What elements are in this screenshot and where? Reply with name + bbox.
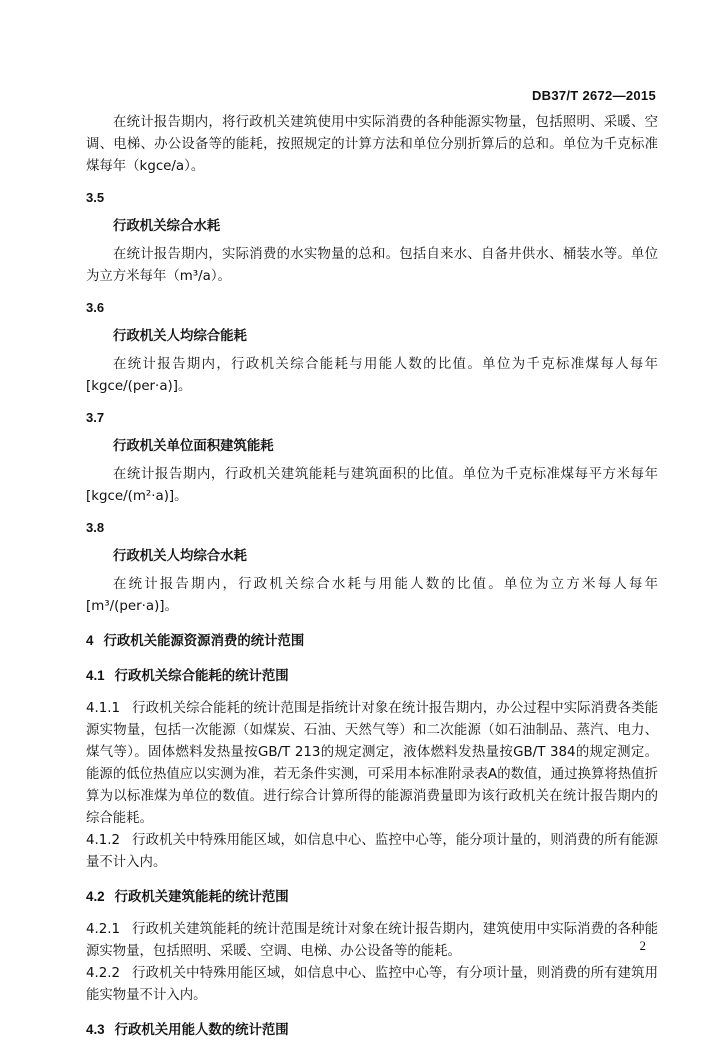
term-number: 3.5 bbox=[86, 190, 105, 205]
clause-text: 行政机关建筑能耗的统计范围是统计对象在统计报告期内，建筑使用中实际消费的各种能源实物量，包括照明、采暖、空调、电梯、办公设备等的能耗。 bbox=[86, 922, 658, 959]
document-code: DB37/T 2672—2015 bbox=[531, 88, 656, 103]
clause-text: 行政机关中特殊用能区域，如信息中心、监控中心等，能分项计量的，则消费的所有能源量不计入内。 bbox=[86, 833, 658, 870]
clause bbox=[86, 830, 658, 874]
paragraph: 在统计报告期内，行政机关综合能耗与用能人数的比值。单位为千克标准煤每人每年[kgce/(per·a)]。 bbox=[86, 357, 658, 394]
subsection-heading bbox=[86, 886, 658, 909]
section-title: 行政机关用能人数的统计范围 bbox=[114, 1023, 289, 1038]
paragraph: 在统计报告期内，行政机关建筑能耗与建筑面积的比值。单位为千克标准煤每平方米每年[kgce/(m²·a)]。 bbox=[86, 467, 658, 504]
term-number: 3.7 bbox=[86, 410, 105, 425]
clause-text: 行政机关综合能耗的统计范围是指统计对象在统计报告期内，办公过程中实际消费各类能源实物量，包括一次能源（如煤炭、石油、天然气等）和二次能源（如石油制品、蒸汽、电力、煤气等）。固体燃料发热量按GB/T 213的规定测定，液体燃料发热量按GB/T 384的规定测定。能源的低位热值应以实测为准，若无条件实测，可采用本标准附录表A的数值，通过换算将热值折算为以标准煤为单位的数值。进行综合计算所得的能源消费量即为该行政机关在统计报告期内的综合能耗。 bbox=[86, 701, 658, 826]
term-title: 行政机关综合水耗 bbox=[113, 219, 221, 234]
section-number: 4.3 bbox=[86, 1022, 105, 1037]
clause bbox=[86, 698, 658, 830]
document-body bbox=[86, 112, 658, 1042]
clause-number: 4.2.1 bbox=[86, 922, 121, 937]
section-number: 4.2 bbox=[86, 889, 105, 904]
section-number: 4.1 bbox=[86, 668, 105, 683]
section-title: 行政机关综合能耗的统计范围 bbox=[114, 669, 289, 684]
paragraph: 在统计报告期内，实际消费的水实物量的总和。包括自来水、自备井供水、桶装水等。单位为立方米每年（m³/a）。 bbox=[86, 247, 658, 284]
paragraph: 在统计报告期内，行政机关综合水耗与用能人数的比值。单位为立方米每人每年[m³/(per·a)]。 bbox=[86, 577, 658, 614]
term-title: 行政机关人均综合能耗 bbox=[113, 329, 247, 344]
paragraph: 在统计报告期内，将行政机关建筑使用中实际消费的各种能源实物量，包括照明、采暖、空调、电梯、办公设备等的能耗，按照规定的计算方法和单位分别折算后的总和。单位为千克标准煤每年（kgce/a）。 bbox=[86, 115, 658, 174]
section-title: 行政机关能源资源消费的统计范围 bbox=[103, 634, 305, 649]
term-title: 行政机关人均综合水耗 bbox=[113, 549, 247, 564]
section-title: 行政机关建筑能耗的统计范围 bbox=[114, 890, 289, 905]
clause-number: 4.2.2 bbox=[86, 966, 121, 981]
clause-text: 行政机关中特殊用能区域，如信息中心、监控中心等，有分项计量，则消费的所有建筑用能实物量不计入内。 bbox=[86, 966, 658, 1003]
clause bbox=[86, 919, 658, 963]
clause-number: 4.1.1 bbox=[86, 701, 121, 716]
term-number: 3.6 bbox=[86, 300, 105, 315]
subsection-heading bbox=[86, 665, 658, 688]
section-number: 4 bbox=[86, 633, 94, 648]
term-title: 行政机关单位面积建筑能耗 bbox=[113, 439, 274, 454]
clause bbox=[86, 963, 658, 1007]
clause-number: 4.1.2 bbox=[86, 833, 121, 848]
section-heading bbox=[86, 630, 658, 653]
subsection-heading bbox=[86, 1019, 658, 1042]
page-number: 2 bbox=[639, 938, 646, 953]
term-number: 3.8 bbox=[86, 520, 105, 535]
